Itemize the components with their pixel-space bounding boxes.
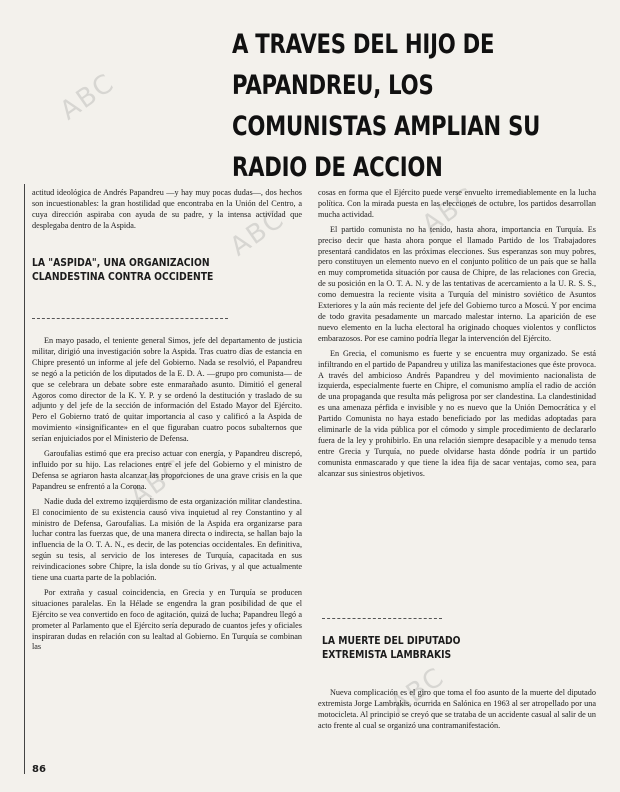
right-paragraph-2: El partido comunista no ha tenido, hasta ahora, importancia en Turquía. Es preciso decir que hasta ahora porque el llamado Partido de los Trabajadores presentará candidatos en las próximas elecciones. Sus esperanzas son muy pobres, pero constituyen un elemento nuevo en el conjunto político de un país que se halla en muy comprometida situación por causa de Chipre, de las relaciones con Grecia, de su posición en la O. T. A. N. y de las tentativas de acercamiento a la U. R. S. S., como demuestra la reciente visita a Turquía del ministro soviético de Asuntos Exteriores y la aún más reciente del jefe del Gobierno turco a Moscú. Y por encima de todo gravita pesadamente un marcado malestar interno. La aparición de ese nuevo elemento en la lucha electoral ha originado choques violentos y conflictos embarazosos. Por ese camino podría llegar la intervención del Ejército. — [318, 224, 596, 343]
section-divider-dashed-right — [322, 618, 442, 619]
right-paragraph-3: En Grecia, el comunismo es fuerte y se encuentra muy organizado. Se está infiltrando en el partido de Papandreu y utiliza las manifestaciones que éste provoca. A través del ambicioso Andrés Papandreu y del movimiento nacionalista de izquierda, especialmente fuerte en Chipre, el comunismo amplía el radio de acción de una propaganda que resulta más peligrosa por ser clandestina. La clandestinidad es una amenaza pérfida e invisible y no es nuevo que la Unión Democrática y el Partido Comunista no haya estado beneficiado por las medidas adoptadas para eliminarle de la vida pública por el cómodo y simple procedimiento de declararlo fuera de la ley y prohibirlo. En una relación siempre desapacible y a menudo tensa entre Grecia y Turquía, no puede olvidarse hasta dónde podría ir un partido comunista enmascarado y que tiene la idea fija de sacar ventajas, como sea, para alcanzar sus siniestros objetivos. — [318, 348, 596, 478]
section-heading-aspida-line-1: LA "ASPIDA", UNA ORGANIZACION — [32, 257, 210, 269]
left-intro-text — [32, 188, 302, 232]
left-intro-paragraph: actitud ideológica de Andrés Papandreu —y hay muy pocas dudas—, dos hechos son incuestionables: la gran hostilidad que encontraba en la Unión del Centro, a cuya dirección aspiraba con ayuda de su padre, y la intensa actividad que desplegaba dentro de la Aspida. — [32, 188, 302, 230]
section-heading-lambrakis-line-2: EXTREMISTA LAMBRAKIS — [322, 649, 452, 661]
headline-line-3: COMUNISTAS AMPLIAN SU — [232, 111, 541, 142]
headline-line-4: RADIO DE ACCION — [232, 152, 443, 183]
left-column-body — [32, 336, 302, 653]
watermark-abc-lower-right: ABC — [384, 661, 451, 721]
article-headline — [232, 24, 602, 188]
right-column-body — [318, 188, 596, 480]
headline-line-2: PAPANDREU, LOS — [232, 70, 434, 101]
headline-line-1: A TRAVES DEL HIJO DE — [232, 29, 495, 60]
watermark-abc-top-left: ABC — [54, 67, 121, 127]
page-number: 86 — [32, 764, 46, 775]
left-paragraph-4: Por extraña y casual coincidencia, en Grecia y en Turquía se producen situaciones paralelas. En la Hélade se engendra la gran posibilidad de que el Ejército se vea convertido en foco de agitación, quizá de lucha; Papandreu llegó a prometer al Parlamento que el Ejército sería depurado de cuantos jefes y oficiales inspiraran dudas en relación con su lealtad al Gobierno. En Turquía se combinan las — [32, 587, 302, 652]
right-paragraph-final: Nueva complicación es el giro que toma el foo asunto de la muerte del diputado extremista Jorge Lambrakis, ocurrida en Salónica en 1963 al ser atropellado por una motocicleta. Al principio se creyó que se trataba de un accidente casual al salir de un acto frente al cual se organizó una contramanifestación. — [318, 688, 596, 730]
section-heading-aspida — [32, 256, 302, 284]
right-final-text — [318, 688, 596, 732]
section-heading-lambrakis-line-1: LA MUERTE DEL DIPUTADO — [322, 635, 461, 647]
section-divider-dashed — [32, 318, 228, 319]
left-paragraph-3: Nadie duda del extremo izquierdismo de esta organización militar clandestina. El conocimiento de su existencia causó viva inquietud al rey Constantino y al ministro de Defensa, Garoufalias. La misión de la Aspida era organizarse para luchar contra las fuerzas que, de una manera directa o indirecta, se hallan bajo la influencia de la O. T. A. N., es decir, de las potencias occidentales. En definitiva, según su tesis, al servicio de los intereses de Turquía, capacitada en sus reivindicaciones sobre Chipre, la isla donde su tío Grivas, y al que actualmente tiene una cuarta parte de la población. — [32, 496, 302, 583]
left-margin-rule — [24, 184, 25, 774]
watermark-abc-lower-left: ABC — [124, 453, 191, 513]
left-paragraph-1: En mayo pasado, el teniente general Simos, jefe del departamento de justicia militar, dirigió una investigación sobre la Aspida. Tras cuatro días de estancia en Chipre presentó un informe al jefe del Gobierno. Nada se resolvió, el Papandreu se negó a la petición de los diputados de la E. D. A. —grupo pro comunista— de que se celebrara un debate sobre este enmarañado asunto. Dimitió el general Agoros como director de la K. Y. P. y se ordenó la destitución y traslado de su adjunto y del jefe de la sección de información del Estado Mayor del Ejército. Pero el Gobierno trató de quitar importancia al caso y calificó a la Aspida de movimiento «insignificante» en el que figuraban cuatro pocos subalternos que serían enjuiciados por el Ministerio de Defensa. — [32, 336, 302, 444]
section-heading-aspida-line-2: CLANDESTINA CONTRA OCCIDENTE — [32, 271, 214, 283]
watermark-abc-mid: ABC — [224, 203, 291, 263]
left-paragraph-2: Garoufalias estimó que era preciso actuar con energía, y Papandreu discrepó, influido por su hijo. Las relaciones entre el jefe del Gobierno y el ministro de Defensa se agriaron hasta alcanzar las proporciones de una grave crisis en la que Papandreu se enfrentó a la Corona. — [32, 449, 302, 491]
section-heading-lambrakis — [322, 634, 592, 662]
watermark-abc-right: ABC — [416, 181, 483, 241]
right-paragraph-1: cosas en forma que el Ejército puede verse envuelto irremediablemente en la lucha política. Con la mirada puesta en las elecciones de octubre, los partidos desarrollan mucha actividad. — [318, 188, 596, 219]
